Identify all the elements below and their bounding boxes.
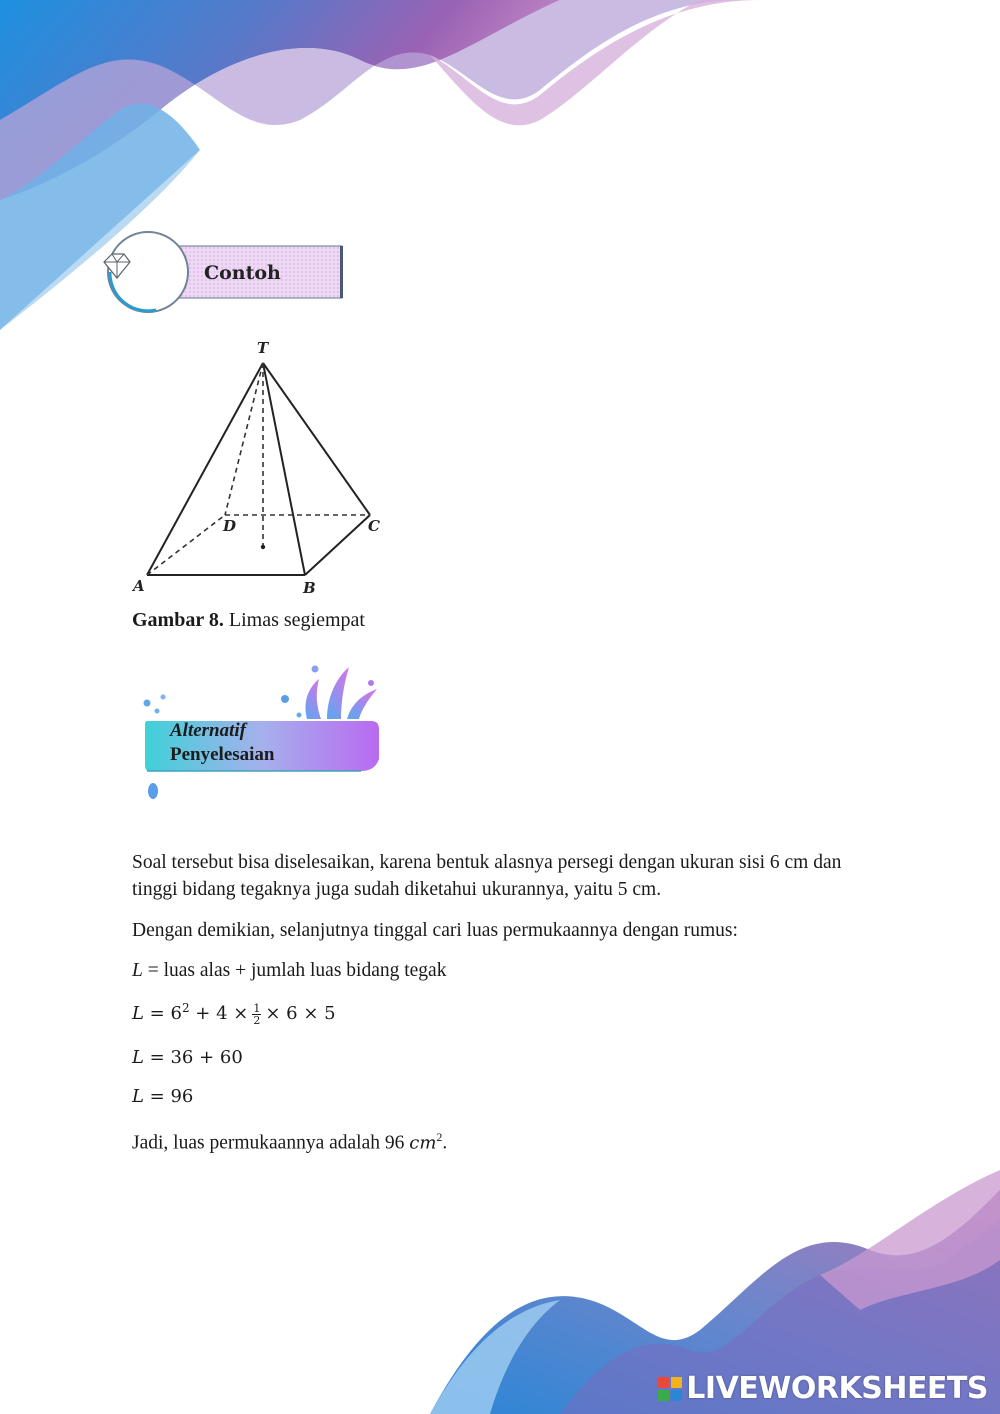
fraction-numerator: 1 [253,1001,261,1015]
formula-text: = luas alas + jumlah luas bidang tegak [142,960,447,981]
eq1-part3: × 6 × 5 [265,1003,336,1024]
eq1-part2: + 4 × [189,1003,249,1024]
paragraph-2: Dengan demikian, selanjutnya tinggal cari luas permukaannya dengan rumus: [132,920,738,941]
edge-bc [305,515,370,575]
vertex-label-d: D [223,517,237,535]
equation-1 [132,1001,336,1026]
conclusion-exponent: 2 [436,1130,443,1144]
eq1-lhs: L [132,1003,144,1024]
edge-td [225,363,263,515]
figure-caption-number: Gambar 8. [132,609,224,631]
pyramid-figure [125,335,395,600]
liveworksheets-icon [658,1377,682,1401]
vertex-label-b: B [303,579,316,597]
conclusion-unit: cm [409,1132,437,1154]
vertex-label-c: C [368,517,380,535]
eq1-part1: = 6 [143,1003,182,1024]
solution-heading-line1: Alternatif [170,720,247,741]
liveworksheets-logo [658,1371,988,1406]
fraction-denominator: 2 [253,1013,261,1027]
edge-tb [263,363,305,575]
eq3-rhs: = 96 [143,1086,194,1107]
watermark-text: LIVEWORKSHEETS [686,1371,988,1406]
solution-heading-line2: Penyelesaian [170,744,275,765]
conclusion [132,1124,862,1157]
vertex-label-t: T [257,339,269,357]
example-label: Contoh [204,262,281,284]
formula-definition [132,957,862,984]
eq1-exponent: 2 [181,1001,190,1015]
splash-icon [281,666,377,720]
conclusion-end: . [442,1132,448,1154]
equation-3 [132,1086,193,1107]
conclusion-text: Jadi, luas permukaannya adalah 96 [132,1132,410,1154]
paragraph-1: Soal tersebut bisa diselesaikan, karena bentuk alasnya persegi dengan ukuran sisi 6 cm dan tinggi bidang tegaknya juga sudah diketahui ukurannya, yaitu 5 cm. [132,852,842,900]
formula-variable: L [132,960,143,981]
eq2-rhs: = 36 + 60 [143,1047,243,1068]
eq2-lhs: L [132,1047,144,1068]
eq3-lhs: L [132,1086,144,1107]
edge-ta [147,363,263,575]
equation-2 [132,1047,243,1068]
figure-caption-text: Limas segiempat [228,609,365,631]
figure-caption [132,609,365,632]
base-center-point [261,545,265,549]
vertex-label-a: A [133,577,145,595]
edge-ad [147,515,225,575]
fraction-half [252,1003,261,1026]
